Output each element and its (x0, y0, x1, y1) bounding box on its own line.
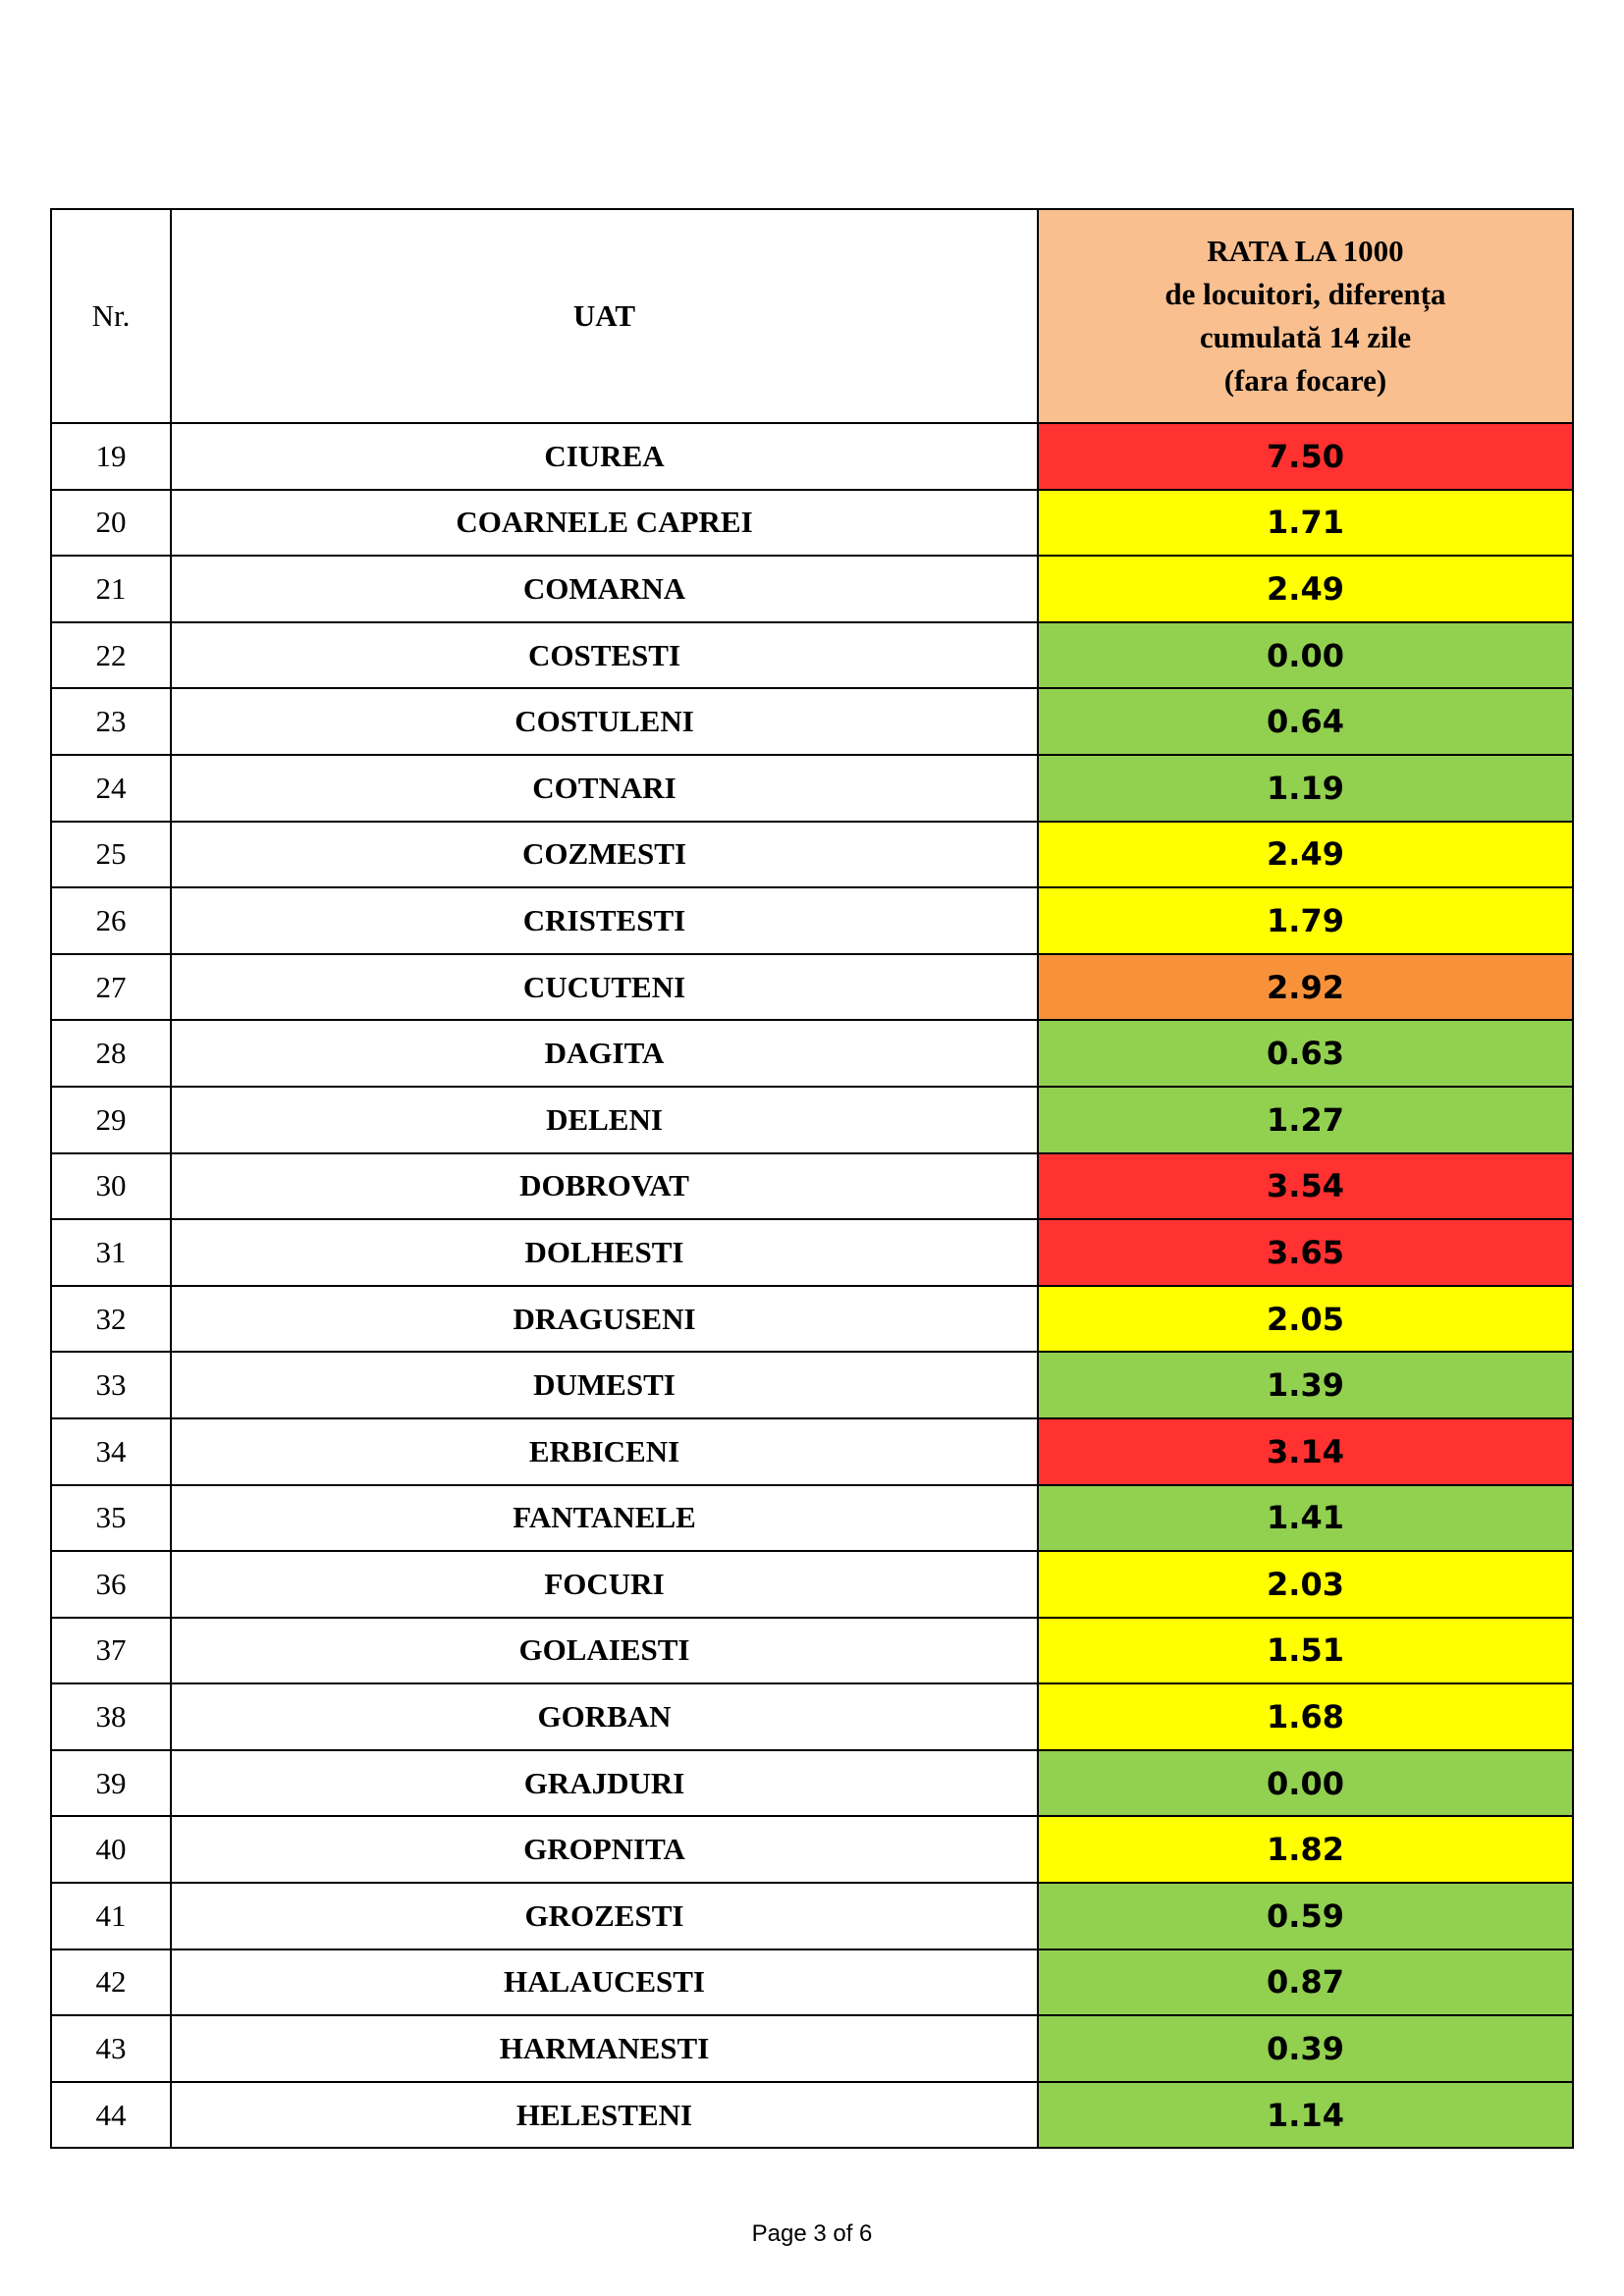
table-header (51, 209, 1573, 423)
row-number: 33 (51, 1352, 171, 1418)
table-body (51, 423, 1573, 2148)
rate-value: 2.49 (1038, 822, 1573, 888)
table-row (51, 1485, 1573, 1552)
table-row (51, 1816, 1573, 1883)
row-number: 39 (51, 1750, 171, 1817)
table-row (51, 1418, 1573, 1485)
header-rate-line: (fara focare) (1223, 363, 1387, 398)
row-number: 22 (51, 622, 171, 689)
table-row (51, 423, 1573, 490)
uat-name: COMARNA (171, 556, 1038, 622)
rate-value: 0.59 (1038, 1883, 1573, 1949)
uat-name: DELENI (171, 1087, 1038, 1153)
header-nr: Nr. (51, 209, 171, 423)
row-number: 25 (51, 822, 171, 888)
uat-name: GROPNITA (171, 1816, 1038, 1883)
uat-name: CUCUTENI (171, 954, 1038, 1021)
table-row (51, 822, 1573, 888)
header-uat: UAT (171, 209, 1038, 423)
row-number: 27 (51, 954, 171, 1021)
table-row (51, 1750, 1573, 1817)
table-row (51, 1949, 1573, 2016)
rate-value: 7.50 (1038, 423, 1573, 490)
uat-name: GROZESTI (171, 1883, 1038, 1949)
row-number: 19 (51, 423, 171, 490)
uat-name: DOBROVAT (171, 1153, 1038, 1220)
row-number: 32 (51, 1286, 171, 1353)
table-row (51, 2015, 1573, 2082)
uat-name: DUMESTI (171, 1352, 1038, 1418)
row-number: 41 (51, 1883, 171, 1949)
rate-value: 1.14 (1038, 2082, 1573, 2149)
row-number: 30 (51, 1153, 171, 1220)
rate-value: 0.63 (1038, 1020, 1573, 1087)
uat-name: HELESTENI (171, 2082, 1038, 2149)
row-number: 28 (51, 1020, 171, 1087)
uat-name: DAGITA (171, 1020, 1038, 1087)
table-row (51, 1020, 1573, 1087)
row-number: 35 (51, 1485, 171, 1552)
uat-name: COARNELE CAPREI (171, 490, 1038, 557)
table-row (51, 1683, 1573, 1750)
rate-value: 3.65 (1038, 1219, 1573, 1286)
uat-name: HARMANESTI (171, 2015, 1038, 2082)
rate-value: 0.00 (1038, 1750, 1573, 1817)
rate-value: 1.82 (1038, 1816, 1573, 1883)
uat-name: GRAJDURI (171, 1750, 1038, 1817)
uat-rate-table (50, 208, 1574, 2149)
uat-name: CIUREA (171, 423, 1038, 490)
header-rate-line: RATA LA 1000 (1207, 234, 1404, 268)
row-number: 36 (51, 1551, 171, 1618)
table-row (51, 490, 1573, 557)
uat-name: FOCURI (171, 1551, 1038, 1618)
uat-name: DRAGUSENI (171, 1286, 1038, 1353)
uat-name: FANTANELE (171, 1485, 1038, 1552)
table-row (51, 755, 1573, 822)
header-row (51, 209, 1573, 423)
uat-name: COSTESTI (171, 622, 1038, 689)
uat-name: COZMESTI (171, 822, 1038, 888)
table-row (51, 1618, 1573, 1684)
rate-value: 1.79 (1038, 887, 1573, 954)
header-rate (1038, 209, 1573, 423)
table-row (51, 1352, 1573, 1418)
uat-name: ERBICENI (171, 1418, 1038, 1485)
table-row (51, 1883, 1573, 1949)
table-row (51, 556, 1573, 622)
table-row (51, 688, 1573, 755)
row-number: 40 (51, 1816, 171, 1883)
header-rate-line: de locuitori, diferența (1164, 277, 1446, 311)
uat-name: GORBAN (171, 1683, 1038, 1750)
row-number: 24 (51, 755, 171, 822)
row-number: 44 (51, 2082, 171, 2149)
rate-value: 0.39 (1038, 2015, 1573, 2082)
rate-value: 0.00 (1038, 622, 1573, 689)
table-row (51, 2082, 1573, 2149)
table-row (51, 622, 1573, 689)
row-number: 43 (51, 2015, 171, 2082)
row-number: 38 (51, 1683, 171, 1750)
rate-value: 1.51 (1038, 1618, 1573, 1684)
table-row (51, 1087, 1573, 1153)
table-row (51, 954, 1573, 1021)
uat-name: GOLAIESTI (171, 1618, 1038, 1684)
table-row (51, 887, 1573, 954)
rate-value: 0.87 (1038, 1949, 1573, 2016)
rate-value: 1.39 (1038, 1352, 1573, 1418)
row-number: 34 (51, 1418, 171, 1485)
uat-name: CRISTESTI (171, 887, 1038, 954)
rate-value: 2.05 (1038, 1286, 1573, 1353)
page-number: Page 3 of 6 (751, 2220, 873, 2247)
rate-value: 1.71 (1038, 490, 1573, 557)
table-row (51, 1219, 1573, 1286)
row-number: 29 (51, 1087, 171, 1153)
rate-value: 1.19 (1038, 755, 1573, 822)
header-rate-line: cumulată 14 zile (1199, 320, 1412, 354)
uat-name: DOLHESTI (171, 1219, 1038, 1286)
rate-value: 2.92 (1038, 954, 1573, 1021)
row-number: 31 (51, 1219, 171, 1286)
row-number: 26 (51, 887, 171, 954)
table-row (51, 1153, 1573, 1220)
row-number: 20 (51, 490, 171, 557)
row-number: 42 (51, 1949, 171, 2016)
table-row (51, 1551, 1573, 1618)
row-number: 23 (51, 688, 171, 755)
row-number: 37 (51, 1618, 171, 1684)
uat-rate-table-container (50, 208, 1572, 2149)
uat-name: HALAUCESTI (171, 1949, 1038, 2016)
uat-name: COSTULENI (171, 688, 1038, 755)
rate-value: 3.54 (1038, 1153, 1573, 1220)
rate-value: 2.49 (1038, 556, 1573, 622)
rate-value: 1.68 (1038, 1683, 1573, 1750)
rate-value: 2.03 (1038, 1551, 1573, 1618)
rate-value: 3.14 (1038, 1418, 1573, 1485)
row-number: 21 (51, 556, 171, 622)
table-row (51, 1286, 1573, 1353)
rate-value: 1.41 (1038, 1485, 1573, 1552)
rate-value: 0.64 (1038, 688, 1573, 755)
uat-name: COTNARI (171, 755, 1038, 822)
rate-value: 1.27 (1038, 1087, 1573, 1153)
